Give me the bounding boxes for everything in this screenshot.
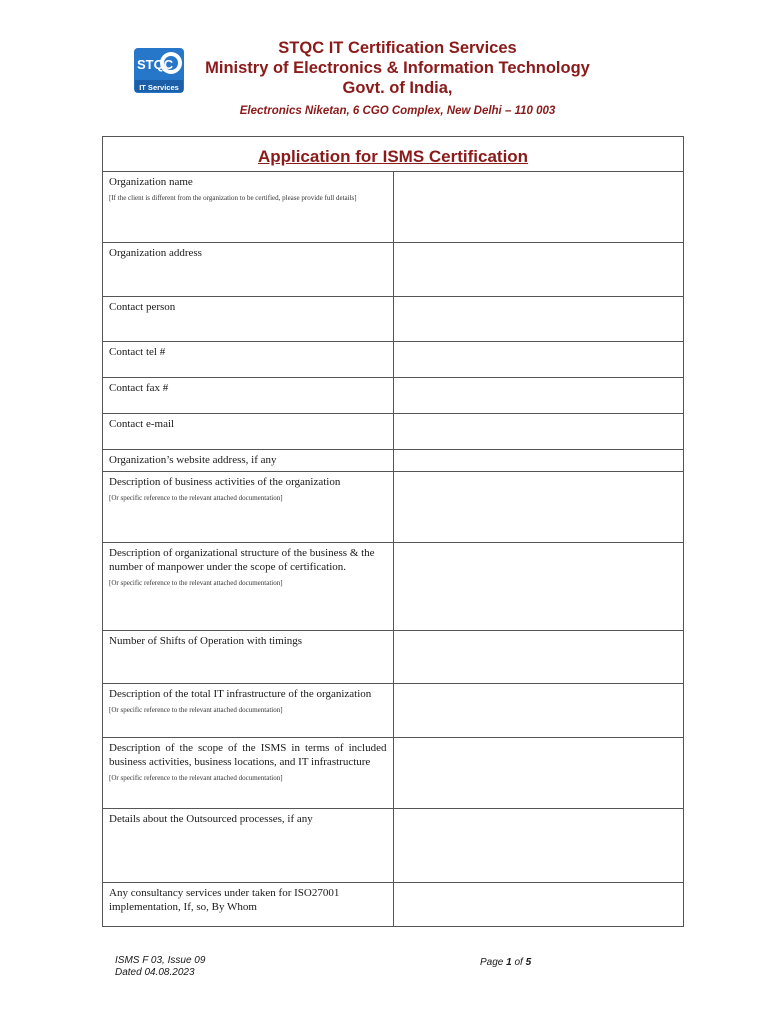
stqc-logo <box>133 47 185 94</box>
field-note: [Or specific reference to the relevant attached documentation] <box>109 706 283 714</box>
row-organization-address <box>103 243 394 297</box>
field-label: Number of Shifts of Operation with timings <box>109 635 303 647</box>
value-contact-tel[interactable] <box>393 342 684 378</box>
value-organizational-structure[interactable] <box>393 543 684 631</box>
field-note: [Or specific reference to the relevant attached documentation] <box>109 579 283 587</box>
row-website <box>103 450 394 472</box>
row-organizational-structure <box>103 543 394 631</box>
application-form-table <box>102 136 684 927</box>
row-contact-fax <box>103 378 394 414</box>
header-line-3: Govt. of India, <box>342 79 453 97</box>
value-it-infrastructure[interactable] <box>393 684 684 738</box>
value-shifts[interactable] <box>393 631 684 684</box>
row-contact-email <box>103 414 394 450</box>
footer-doc-id: ISMS F 03, Issue 09 <box>115 955 206 966</box>
field-label: Description of the scope of the ISMS in terms of included business activities, business locations, and IT infrastructure <box>109 742 387 768</box>
value-isms-scope[interactable] <box>393 738 684 809</box>
field-note: [Or specific reference to the relevant attached documentation] <box>109 494 283 502</box>
logo-text-top: STQC <box>137 57 174 72</box>
field-label: Description of business activities of the organization <box>109 476 341 488</box>
value-outsourced-processes[interactable] <box>393 809 684 883</box>
row-organization-name <box>103 172 394 243</box>
header-line-1: STQC IT Certification Services <box>278 39 517 57</box>
footer-dated: Dated 04.08.2023 <box>115 967 195 978</box>
row-contact-tel <box>103 342 394 378</box>
value-contact-fax[interactable] <box>393 378 684 414</box>
field-note: [Or specific reference to the relevant attached documentation] <box>109 774 283 782</box>
value-consultancy-services[interactable] <box>393 883 684 927</box>
page-word: Page <box>480 957 504 968</box>
field-note: [If the client is different from the organization to be certified, please provide full details] <box>109 194 357 202</box>
field-label: Organization’s website address, if any <box>109 454 277 466</box>
row-business-activities <box>103 472 394 543</box>
row-isms-scope <box>103 738 394 809</box>
row-contact-person <box>103 297 394 342</box>
footer-document-id <box>115 955 205 979</box>
field-label: Contact e-mail <box>109 418 175 430</box>
row-outsourced-processes <box>103 809 394 883</box>
field-label: Contact person <box>109 301 176 313</box>
logo-text-bottom: IT Services <box>139 83 179 92</box>
field-label: Organization name <box>109 176 193 188</box>
header-address: Electronics Niketan, 6 CGO Complex, New Delhi – 110 003 <box>239 105 556 117</box>
field-label: Any consultancy services under taken for ISO27001 implementation, If, so, By Whom <box>109 887 340 913</box>
form-title: Application for ISMS Certification <box>103 137 684 172</box>
field-label: Organization address <box>109 247 202 259</box>
value-organization-address[interactable] <box>393 243 684 297</box>
document-header <box>190 38 605 118</box>
value-business-activities[interactable] <box>393 472 684 543</box>
page-total: 5 <box>525 957 532 968</box>
field-label: Description of the total IT infrastructure of the organization <box>109 688 372 700</box>
row-shifts <box>103 631 394 684</box>
value-organization-name[interactable] <box>393 172 684 243</box>
value-contact-person[interactable] <box>393 297 684 342</box>
value-contact-email[interactable] <box>393 414 684 450</box>
page-current: 1 <box>506 957 512 968</box>
field-label: Description of organizational structure of the business & the number of manpower under the scope of certification. <box>109 547 375 573</box>
row-it-infrastructure <box>103 684 394 738</box>
field-label: Details about the Outsourced processes, if any <box>109 813 313 825</box>
of-word: of <box>514 957 523 968</box>
field-label: Contact tel # <box>109 346 166 358</box>
value-website[interactable] <box>393 450 684 472</box>
header-line-2: Ministry of Electronics & Information Technology <box>205 59 590 77</box>
field-label: Contact fax # <box>109 382 169 394</box>
footer-page-number <box>480 957 531 968</box>
row-consultancy-services <box>103 883 394 927</box>
